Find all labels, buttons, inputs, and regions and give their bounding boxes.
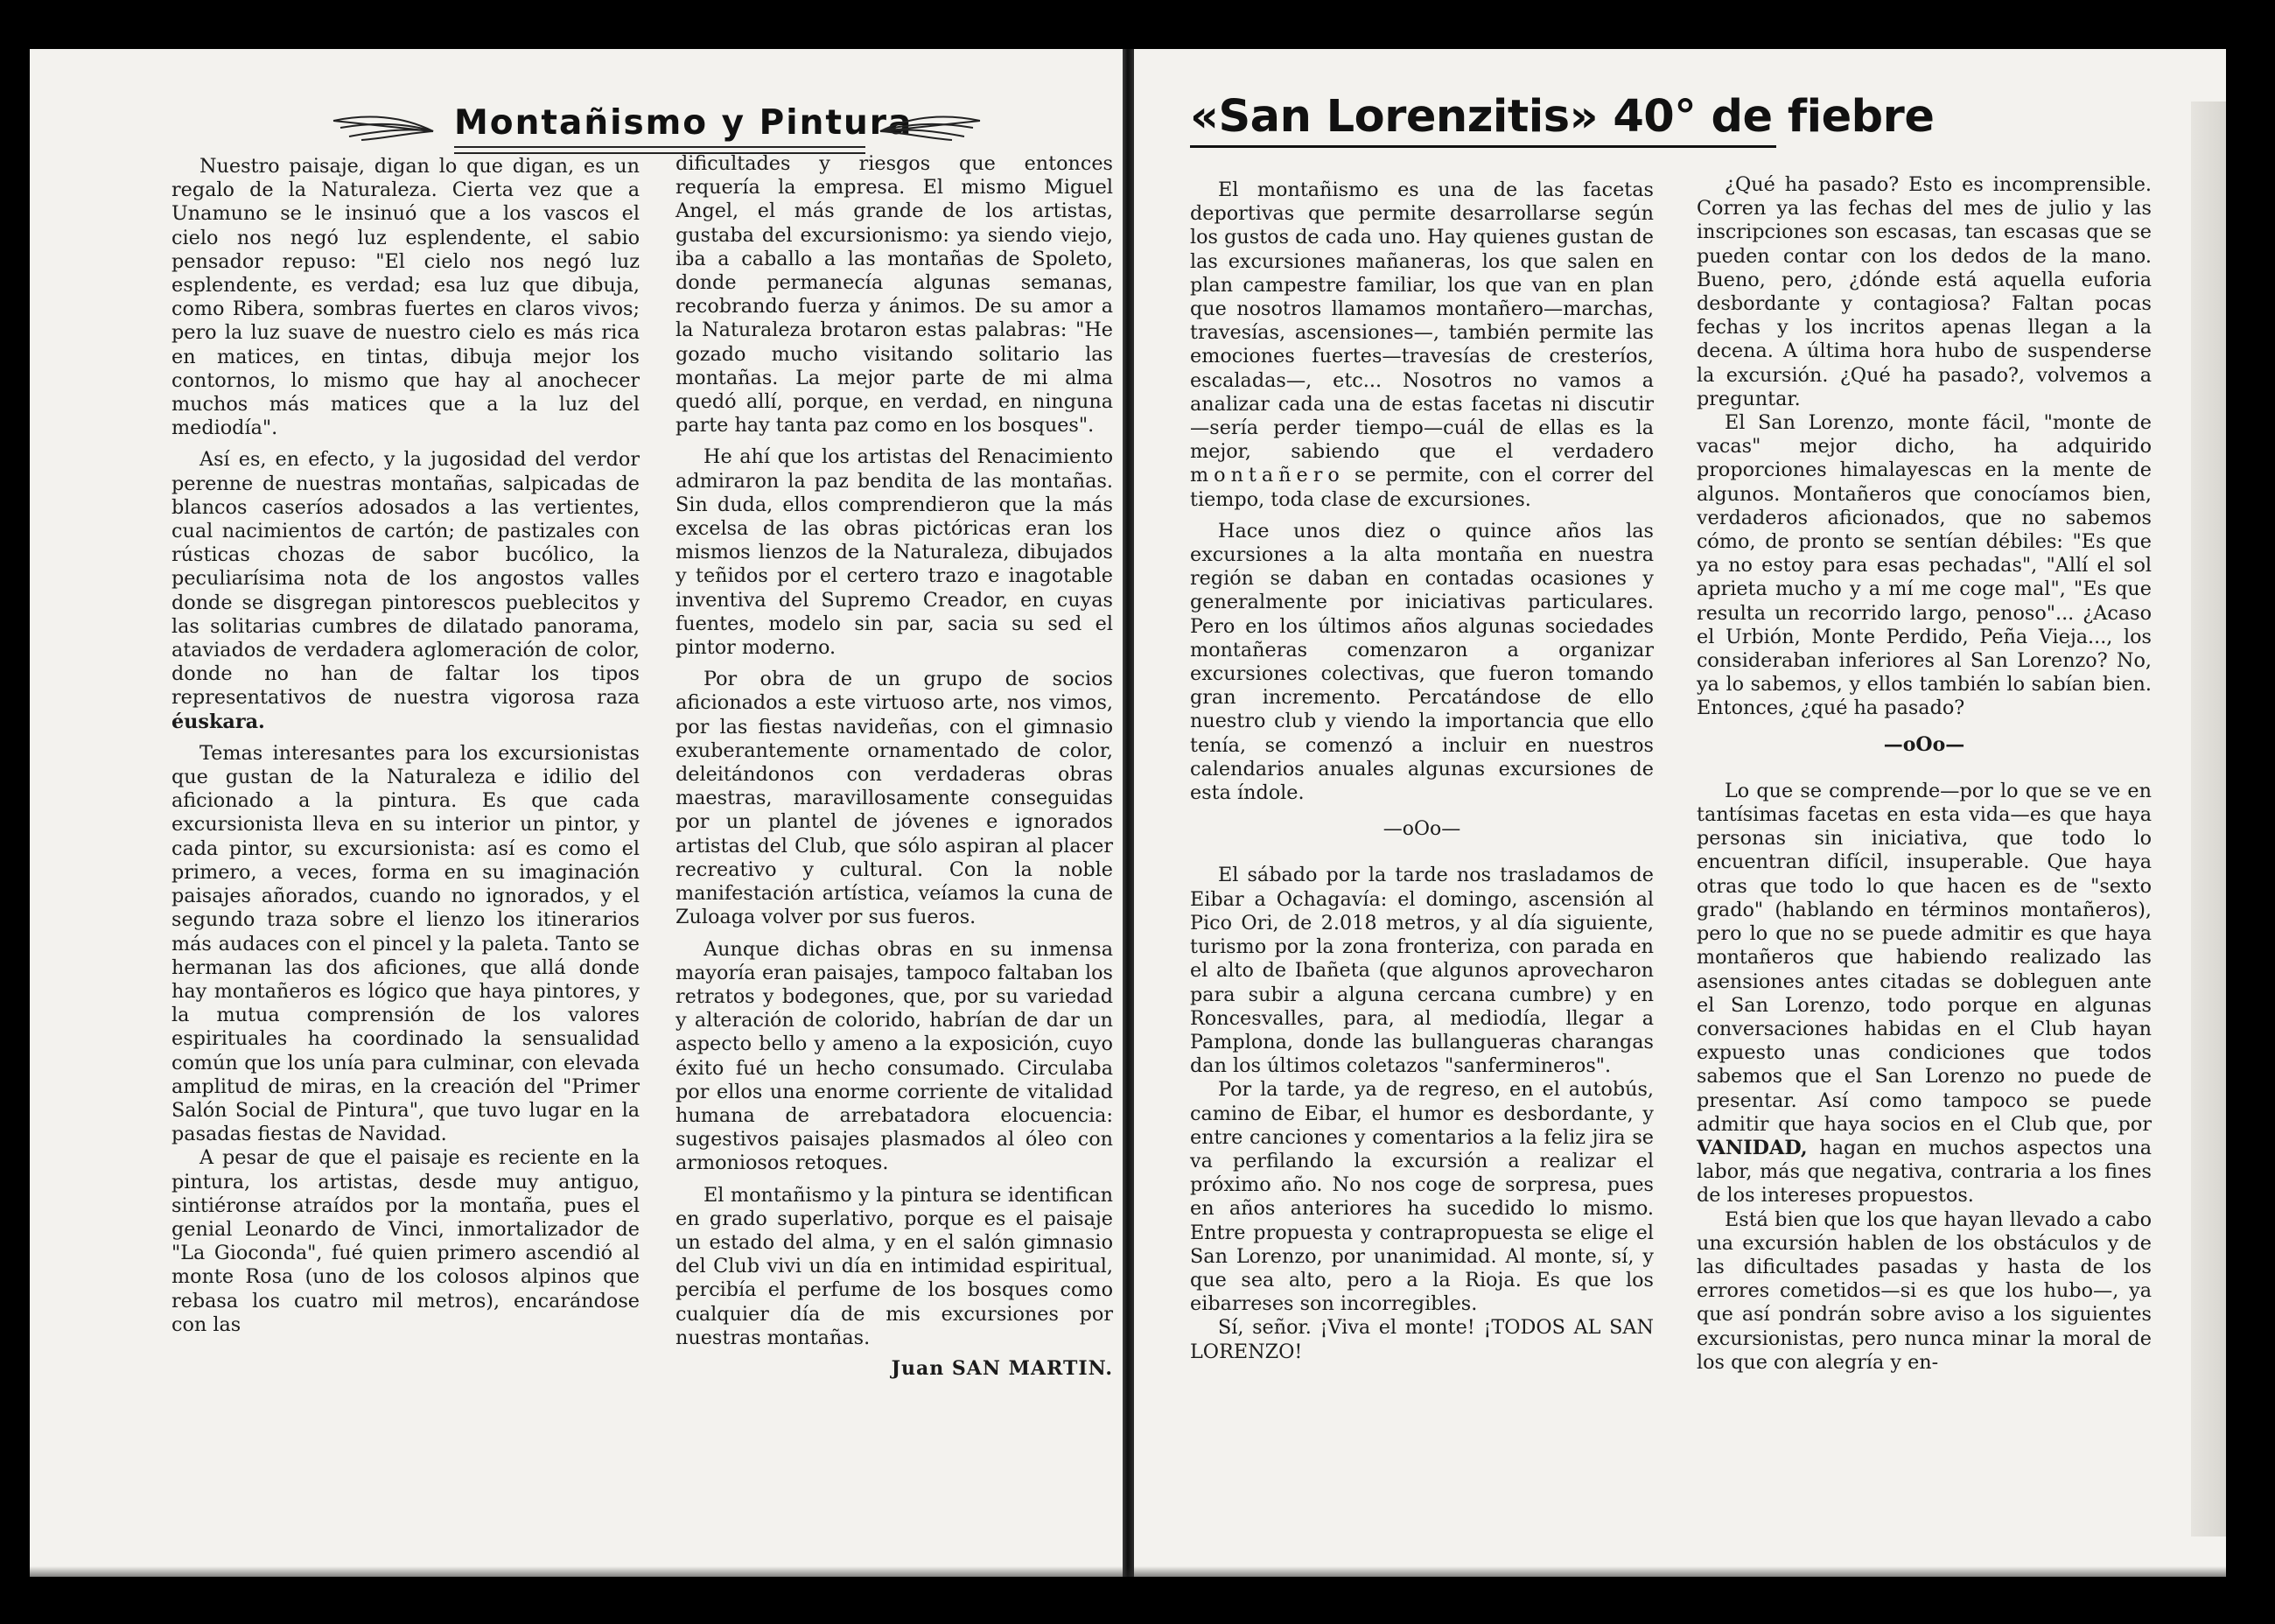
right-wing-ornament: [878, 112, 982, 142]
paragraph: Por la tarde, ya de regreso, en el autobús, camino de Eibar, el humor es desbordante, y entre canciones y comentarios a la feliz jira se va perfilando la excursión a realizar el próximo año. No nos coge de sorpresa, pues en años anteriores ha sucedido lo mismo. Entre propuesta y contrapropuesta se elige el San Lorenzo, por unanimidad. Al monte, sí, y que sea alto, pero a la Rioja. Es que los eibarreses son incorregibles.: [1190, 1078, 1654, 1316]
paragraph: Por obra de un grupo de socios aficionados a este virtuoso arte, nos vimos, por las fiestas navideñas, con el gimnasio exuberantemente ornamentado de color, deleitándonos con verdaderas obras maestras, maravillosamente conseguidas por un plantel de jóvenes e ignorados artistas del Club, que sólo aspiran al placer recreativo y cultural. Con la noble manifestación artística, veíamos la cuna de Zuloaga volver por sus fueros.: [676, 668, 1113, 929]
scanned-spread: [30, 49, 2226, 1577]
section-separator: —oOo—: [1883, 732, 1965, 756]
paragraph: He ahí que los artistas del Renacimiento admiraron la paz bendita de las montañas. Sin duda, ellos comprendieron que la más excelsa de las obras pictóricas eran los mismos lienzos de la Naturaleza, dibujados y teñidos por el certero trazo e inagotable inventiva del Supremo Creador, en cuyas fuentes, modelo sin par, sacia su sed el pintor moderno.: [676, 445, 1113, 660]
column-4: [1697, 173, 2152, 1375]
paragraph-euskara: Así es, en efecto, y la jugosidad del verdor perenne de nuestras montañas, salpicadas de blancos caseríos adosados a las vertientes, cual nacimientos de cartón; de pastizales con rústicas chozas de sabor bucólico, la peculiarísima nota de los angostos valles donde se disgregan pintorescos pueblecitos y las solitarias cumbres de dilatado panorama, ataviados de verdadera aglomeración de color, donde no han de faltar los tipos representativos de nuestra vigorosa raza éuskara.: [172, 448, 640, 733]
euskara-word: éuskara.: [172, 710, 265, 733]
vanidad-word: VANIDAD,: [1697, 1136, 1808, 1159]
paragraph: Nuestro paisaje, digan lo que digan, es un regalo de la Naturaleza. Cierta vez que a Unamuno se le insinuó que a los vascos el cielo nos negó luz esplendente, el sabio pensador repuso: "El cielo nos negó luz esplendente, es verdad; esa luz que dibuja, como Ribera, sombras fuertes en claros vivos; pero la luz suave de nuestro cielo es más rica en matices, en tintas, dibuja mejor los contornos, lo mismo que hay al anochecer muchos más matices que a la luz del mediodía".: [172, 155, 640, 440]
book-gutter: [1123, 49, 1134, 1577]
paragraph: Hace unos diez o quince años las excursiones a la alta montaña en nuestra región se daban en contadas ocasiones y generalmente por iniciativas particulares. Pero en los últimos años algunas sociedades montañeras comenzaron a organizar excursiones colectivas, que fueron tomando gran incremento. Percatándose de ello nuestro club y viendo la importancia que ello tenía, se comenzó a incluir en nuestros calendarios anuales algunas excursiones de esta índole.: [1190, 519, 1654, 805]
paragraph: El San Lorenzo, monte fácil, "monte de vacas" mejor dicho, ha adquirido proporciones himalayescas en la mente de algunos. Montañeros que conocíamos bien, verdaderos aficionados, que no sabemos cómo, de pronto se sentían débiles: "Es que ya no estoy para esas pechadas", "Allí el sol aprieta mucho y a mí me coge mal", "Es que resulta un recorrido largo, penoso"... ¿Acaso el Urbión, Monte Perdido, Peña Vieja..., los consideraban inferiores al San Lorenzo? No, ya lo sabemos, y ellos también lo sabían bien. Entonces, ¿qué ha pasado?: [1697, 411, 2152, 720]
paragraph: Lo que se comprende—por lo que se ve en tantísimas facetas en esta vida—es que haya personas sin iniciativa, que todo lo encuentran difícil, insuperable. Que haya otras que todo lo que hacen es de "sexto grado" (hablando en términos montañeros), pero lo que no se puede admitir es que haya montañeros que habiendo realizado las asensiones antes citadas se dobleguen ante el San Lorenzo, todo porque en algunas conversaciones habidas en el Club hayan expuesto unas condiciones que todos sabemos que el San Lorenzo no puede de presentar. Así como tampoco se puede admitir que haya socios en el Club que, por VANIDAD, hagan en muchos aspectos una labor, más que negativa, contraria a los fines de los intereses propuestos.: [1697, 779, 2152, 1208]
paragraph: Aunque dichas obras en su inmensa mayoría eran paisajes, tampoco faltaban los retratos y bodegones, que, por su variedad y alteración de colorido, habrían de dar un aspecto bello y ameno a la exposición, cuyo éxito fué un hecho consumado. Circulaba por ellos una enorme corriente de vitalidad humana de arrebatadora elocuencia: sugestivos paisajes plasmados al óleo con armoniosos retoques.: [676, 937, 1113, 1175]
paragraph: Temas interesantes para los excursionistas que gustan de la Naturaleza e idilio del aficionado a la pintura. Es que cada excursionista lleva en su interior un pintor, y cada pintor, su excursionista: así es como el primero, a veces, forma en su imaginación paisajes añorados, cuando no ignorados, y el segundo traza sobre el lienzo los itinerarios más audaces con el pincel y la paleta. Tanto se hermanan las dos aficiones, que allá donde hay montañeros es lógico que haya pintores, y la mutua comprensión de los valores espirituales ha coordinado la sensualidad común que los unía para culminar, con elevada amplitud de miras, en la creación del "Primer Salón Social de Pintura", que tuvo lugar en la pasadas fiestas de Navidad.: [172, 741, 640, 1146]
paragraph: El montañismo y la pintura se identifican en grado superlativo, porque es el paisaje un estado del alma, y en el salón gimnasio del Club vivi un día en intimidad espiritual, percibía el perfume de los bosques como cualquier día de mis excursiones por nuestras montañas.: [676, 1183, 1113, 1349]
paragraph: Está bien que los que hayan llevado a cabo una excursión hablen de los obstáculos y de las dificultades pasadas y hasta de los errores cometidos—si es que los hubo—, ya que así pondrán sobre aviso a los siguientes excursionistas, pero nunca minar la moral de los que con alegría y en-: [1697, 1208, 2152, 1374]
paragraph: El montañismo es una de las facetas deportivas que permite desarrollarse según los gustos de cada uno. Hay quienes gustan de las excursiones mañaneras, los que salen en plan campestre familiar, los que van en plan que nosotros llamamos montañero—marchas, travesías, ascensiones—, también permite las emociones fuertes—travesías de cresteríos, escaladas—, etc... Nosotros no vamos a analizar cada una de estas facetas ni discutir—sería perder tiempo—cuál de ellas es la mejor, sabiendo que el verdadero montañero se permite, con el correr del tiempo, toda clase de excursiones.: [1190, 178, 1655, 511]
article-title-san-lorenzitis: «San Lorenzitis» 40° de fiebre: [1190, 91, 1776, 148]
paragraph: dificultades y riesgos que entonces requería la empresa. El mismo Miguel Angel, el más grande de los artistas, gustaba del excursionismo: ya siendo viejo, iba a caballo a las montañas de Spoleto, donde permanecía algunas semanas, recobrando fuerza y ánimos. De su amor a la Naturaleza brotaron estas palabras: "He gozado mucho visitando solitario las montañas. La mejor parte de mi alma quedó allí, porque, en verdad, en ninguna parte hay tanta paz como en los bosques".: [676, 152, 1113, 438]
left-header: [332, 96, 984, 145]
article-title-montanismo: Montañismo y Pintura: [454, 103, 914, 143]
closing-line: Sí, señor. ¡Viva el monte! ¡TODOS AL SAN LORENZO!: [1190, 1316, 1654, 1363]
paragraph: ¿Qué ha pasado? Esto es incomprensible. Corren ya las fechas del mes de julio y las inscripciones son escasas, tan escasas que se pueden contar con los dedos de la mano. Bueno, pero, ¿dónde está aquella euforia desbordante y contagiosa? Faltan pocas fechas y los incritos apenas llegan a la decena. A última hora hubo de suspenderse la excursión. ¿Qué ha pasado?, volvemos a preguntar.: [1697, 173, 2152, 410]
column-3: [1190, 178, 1654, 1364]
left-page: [30, 49, 1123, 1577]
column-2: [676, 152, 1113, 1381]
paragraph: A pesar de que el paisaje es reciente en la pintura, los artistas, desde muy antiguo, sintiéronse atraídos por la montaña, pues el genial Leonardo de Vinci, inmortalizador de "La Gioconda", fué quien primero ascendió al monte Rosa (uno de los colosos alpinos que rebasa los cuatro mil metros), encarándose con las: [172, 1146, 640, 1336]
left-wing-ornament: [332, 112, 435, 142]
right-page: [1134, 49, 2226, 1577]
paragraph: El sábado por la tarde nos trasladamos de Eibar a Ochagavía: el domingo, ascensión al Pico Ori, de 2.018 metros, y al día siguiente, turismo por la zona fronteriza, con parada en el alto de Ibañeta (que algunos aprovecharon para subir a alguna cercana cumbre) y en Roncesvalles, para, al mediodía, llegar a Pamplona, donde las bullangueras charangas dan los últimos coletazos "sanfermineros".: [1190, 864, 1654, 1078]
spaced-word-montanero: montañero: [1190, 464, 1345, 487]
author-signature: Juan SAN MARTIN.: [891, 1356, 1113, 1380]
column-1: [172, 155, 640, 1337]
page-bottom-shadow: [30, 1566, 2226, 1577]
section-separator: —oOo—: [1382, 818, 1461, 841]
